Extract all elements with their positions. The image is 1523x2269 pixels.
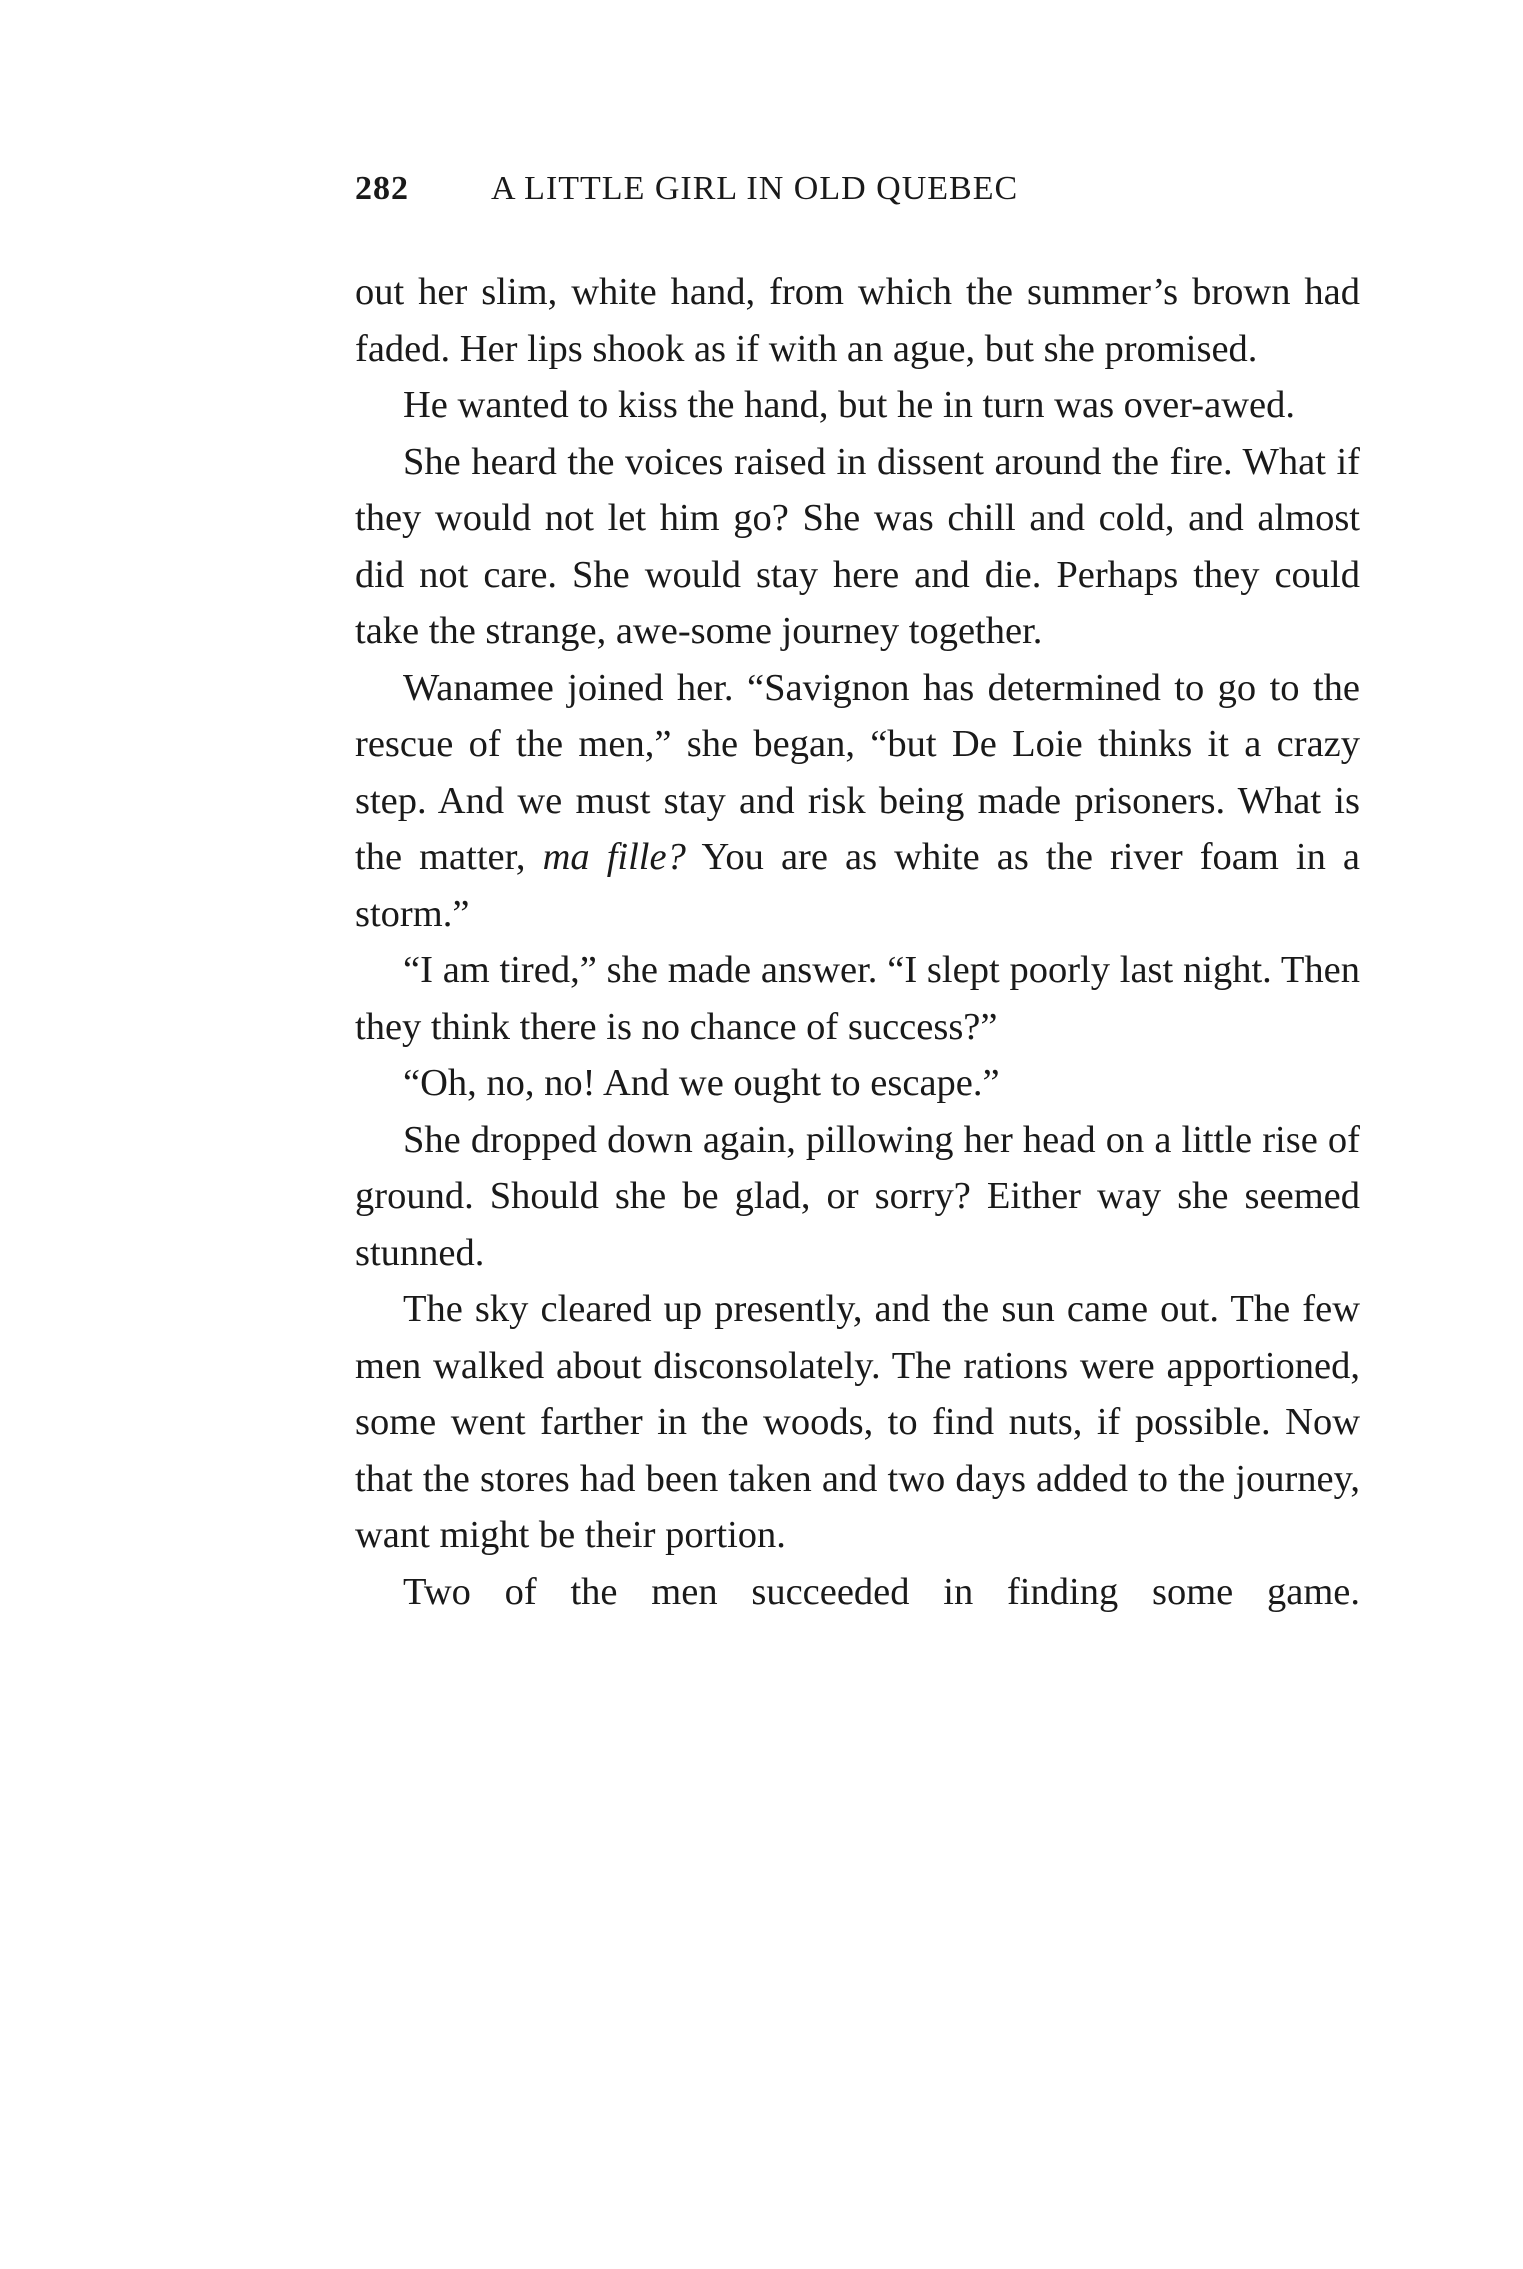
paragraph-1: out her slim, white hand, from which the summer’s brown had faded. Her lips shook as if with an ague, but she promised. — [355, 271, 1360, 370]
book-title: A LITTLE GIRL IN OLD QUEBEC — [491, 170, 1019, 207]
paragraph-9: Two of the men succeeded in finding some game. — [403, 1570, 1360, 1613]
paragraph-2: He wanted to kiss the hand, but he in turn was over-awed. — [403, 384, 1295, 426]
paragraph-5: “I am tired,” she made answer. “I slept poorly last night. Then they think there is no chance of success?” — [355, 949, 1360, 1048]
book-page — [355, 170, 1360, 1620]
foreign-phrase: ma fille? — [542, 836, 686, 878]
paragraph-4 — [355, 660, 1360, 943]
paragraph-8: The sky cleared up presently, and the sun came out. The few men walked about disconsolately. The rations were apportioned, some went farther in the woods, to find nuts, if possible. Now that the stores had been taken and two days added to the journey, want might be their portion. — [355, 1288, 1360, 1556]
paragraph-6: “Oh, no, no! And we ought to escape.” — [403, 1062, 1000, 1104]
paragraph-4-start: Wanamee joined her. “Savignon has determined to go to the rescue of the men,” she began, “but De Loie thinks it a crazy step. And we must stay and risk being made prisoners. What is the matter, — [355, 666, 1360, 878]
running-head — [355, 170, 1360, 220]
paragraph-4-end: You are as white as the river foam in a storm.” — [355, 836, 1360, 935]
paragraph-3: She heard the voices raised in dissent around the fire. What if they would not let him go? She was chill and cold, and almost did not care. She would stay here and die. Perhaps they could take the strange, awe-some journey together. — [355, 440, 1360, 652]
page-number: 282 — [355, 170, 409, 207]
paragraph-7: She dropped down again, pillowing her head on a little rise of ground. Should she be glad, or sorry? Either way she seemed stunned. — [355, 1118, 1360, 1274]
body-text — [355, 264, 1360, 1620]
